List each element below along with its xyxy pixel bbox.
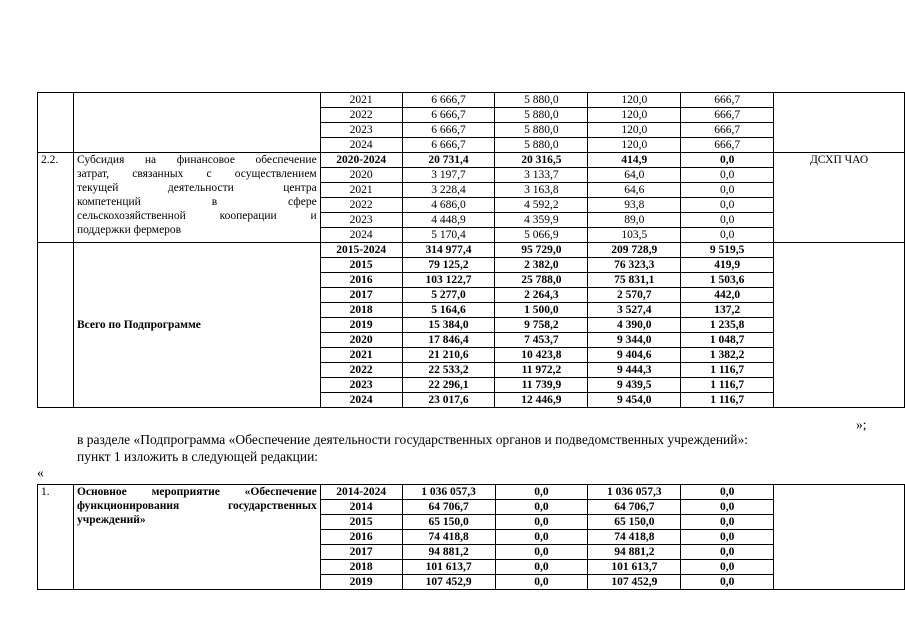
value-cell: 442,0 [681, 288, 774, 303]
value-cell: 120,0 [588, 123, 681, 138]
year-cell: 2021 [320, 183, 402, 198]
value-cell: 2 264,3 [495, 288, 588, 303]
item-name-line: затрат, связанных с осуществлением [76, 168, 317, 180]
value-cell: 9 439,5 [588, 378, 681, 393]
value-total-cell: 4 448,9 [402, 213, 495, 228]
table-row [38, 485, 905, 500]
year-cell: 2015 [320, 258, 402, 273]
table-row [38, 243, 905, 258]
value-total-cell: 6 666,7 [402, 93, 495, 108]
item-name [73, 485, 320, 590]
value-total-cell: 74 418,8 [402, 530, 495, 545]
value-cell: 120,0 [588, 108, 681, 123]
year-cell: 2021 [320, 348, 402, 363]
item-name-line: текущей деятельности центра [76, 182, 317, 194]
year-cell: 2015 [320, 515, 402, 530]
value-cell: 0,0 [495, 560, 588, 575]
value-cell: 0,0 [681, 183, 774, 198]
year-cell: 2020 [320, 333, 402, 348]
value-cell: 0,0 [681, 213, 774, 228]
value-total-cell: 17 846,4 [402, 333, 495, 348]
item-number: 2.2. [38, 153, 74, 243]
value-cell: 0,0 [681, 575, 774, 590]
total-label: Всего по Подпрограмме [73, 243, 320, 408]
year-cell: 2015-2024 [320, 243, 402, 258]
year-cell: 2017 [320, 288, 402, 303]
value-cell: 0,0 [681, 228, 774, 243]
year-cell: 2022 [320, 363, 402, 378]
value-cell: 3 133,7 [495, 168, 588, 183]
value-total-cell: 101 613,7 [402, 560, 495, 575]
value-cell: 10 423,8 [495, 348, 588, 363]
year-cell: 2018 [320, 303, 402, 318]
value-cell: 1 116,7 [681, 393, 774, 408]
value-cell: 5 880,0 [495, 93, 588, 108]
value-cell: 9 519,5 [681, 243, 774, 258]
year-cell: 2019 [320, 575, 402, 590]
item-name-line: компетенций в сфере [76, 196, 317, 208]
year-cell: 2023 [320, 123, 402, 138]
value-cell: 666,7 [681, 108, 774, 123]
value-cell: 95 729,0 [495, 243, 588, 258]
value-cell: 93,8 [588, 198, 681, 213]
executor-cell [774, 243, 905, 408]
value-cell: 0,0 [495, 485, 588, 500]
value-total-cell: 6 666,7 [402, 108, 495, 123]
value-cell: 74 418,8 [588, 530, 681, 545]
value-cell: 419,9 [681, 258, 774, 273]
item-number: 1. [38, 485, 74, 590]
value-total-cell: 3 228,4 [402, 183, 495, 198]
value-cell: 666,7 [681, 138, 774, 153]
value-total-cell: 21 210,6 [402, 348, 495, 363]
value-cell: 209 728,9 [588, 243, 681, 258]
table-row [38, 153, 905, 168]
value-total-cell: 6 666,7 [402, 123, 495, 138]
year-cell: 2020 [320, 168, 402, 183]
value-cell: 20 316,5 [495, 153, 588, 168]
value-cell: 11 972,2 [495, 363, 588, 378]
year-cell: 2016 [320, 530, 402, 545]
value-cell: 120,0 [588, 138, 681, 153]
item-name [73, 153, 320, 243]
budget-table-main-activity [37, 484, 905, 590]
executor-cell [774, 93, 905, 153]
year-cell: 2019 [320, 318, 402, 333]
value-cell: 414,9 [588, 153, 681, 168]
value-cell: 0,0 [681, 530, 774, 545]
executor-cell [774, 485, 905, 590]
budget-table-subprogram [37, 92, 905, 408]
value-total-cell: 5 277,0 [402, 288, 495, 303]
value-cell: 1 116,7 [681, 363, 774, 378]
value-cell: 5 066,9 [495, 228, 588, 243]
value-cell: 1 036 057,3 [588, 485, 681, 500]
year-cell: 2016 [320, 273, 402, 288]
value-cell: 1 382,2 [681, 348, 774, 363]
value-cell: 1 500,0 [495, 303, 588, 318]
value-cell: 666,7 [681, 93, 774, 108]
value-cell: 5 880,0 [495, 108, 588, 123]
value-cell: 1 116,7 [681, 378, 774, 393]
year-cell: 2014-2024 [320, 485, 402, 500]
value-total-cell: 4 686,0 [402, 198, 495, 213]
item-name-line: Основное мероприятие «Обеспечение [76, 486, 317, 498]
value-cell: 3 163,8 [495, 183, 588, 198]
value-cell: 0,0 [681, 560, 774, 575]
value-cell: 0,0 [681, 485, 774, 500]
item-name-line: функционирования государственных [76, 500, 317, 512]
value-cell: 0,0 [495, 575, 588, 590]
item-name-line: поддержки фермеров [76, 224, 182, 236]
year-cell: 2017 [320, 545, 402, 560]
year-cell: 2021 [320, 93, 402, 108]
value-total-cell: 107 452,9 [402, 575, 495, 590]
value-cell: 9 454,0 [588, 393, 681, 408]
value-cell: 0,0 [681, 515, 774, 530]
value-total-cell: 3 197,7 [402, 168, 495, 183]
value-cell: 0,0 [681, 168, 774, 183]
value-cell: 0,0 [681, 198, 774, 213]
value-cell: 5 880,0 [495, 123, 588, 138]
value-total-cell: 1 036 057,3 [402, 485, 495, 500]
value-total-cell: 79 125,2 [402, 258, 495, 273]
paragraph-line: в разделе «Подпрограмма «Обеспечение деятельности государственных органов и подведомственных учреждений»: [77, 432, 749, 447]
value-cell: 89,0 [588, 213, 681, 228]
value-cell: 0,0 [495, 545, 588, 560]
number-cell [38, 93, 74, 153]
value-total-cell: 22 533,2 [402, 363, 495, 378]
value-cell: 666,7 [681, 123, 774, 138]
year-cell: 2023 [320, 378, 402, 393]
value-cell: 103,5 [588, 228, 681, 243]
value-cell: 137,2 [681, 303, 774, 318]
value-total-cell: 314 977,4 [402, 243, 495, 258]
year-cell: 2024 [320, 393, 402, 408]
year-cell: 2024 [320, 228, 402, 243]
value-cell: 9 758,2 [495, 318, 588, 333]
value-cell: 2 570,7 [588, 288, 681, 303]
value-total-cell: 15 384,0 [402, 318, 495, 333]
year-cell: 2022 [320, 198, 402, 213]
value-cell: 101 613,7 [588, 560, 681, 575]
year-cell: 2014 [320, 500, 402, 515]
value-cell: 5 880,0 [495, 138, 588, 153]
value-total-cell: 23 017,6 [402, 393, 495, 408]
item-name-line: сельскохозяйственной кооперации и [76, 210, 317, 222]
value-cell: 7 453,7 [495, 333, 588, 348]
value-total-cell: 65 150,0 [402, 515, 495, 530]
value-cell: 3 527,4 [588, 303, 681, 318]
year-cell: 2023 [320, 213, 402, 228]
value-total-cell: 64 706,7 [402, 500, 495, 515]
value-cell: 0,0 [681, 545, 774, 560]
closing-quote: »; [856, 417, 867, 432]
value-cell: 65 150,0 [588, 515, 681, 530]
year-cell: 2018 [320, 560, 402, 575]
value-cell: 64 706,7 [588, 500, 681, 515]
year-cell: 2022 [320, 108, 402, 123]
value-cell: 2 382,0 [495, 258, 588, 273]
value-total-cell: 22 296,1 [402, 378, 495, 393]
value-total-cell: 5 170,4 [402, 228, 495, 243]
value-cell: 11 739,9 [495, 378, 588, 393]
item-name-line: учреждений» [76, 514, 146, 526]
item-name-line: Субсидия на финансовое обеспечение [76, 154, 317, 166]
value-cell: 4 359,9 [495, 213, 588, 228]
value-cell: 4 592,2 [495, 198, 588, 213]
value-cell: 25 788,0 [495, 273, 588, 288]
value-cell: 9 404,6 [588, 348, 681, 363]
year-cell: 2020-2024 [320, 153, 402, 168]
opening-quote: « [37, 465, 44, 480]
value-cell: 1 503,6 [681, 273, 774, 288]
value-cell: 0,0 [495, 515, 588, 530]
value-cell: 4 390,0 [588, 318, 681, 333]
value-cell: 1 048,7 [681, 333, 774, 348]
table-row [38, 93, 905, 108]
value-total-cell: 20 731,4 [402, 153, 495, 168]
value-total-cell: 94 881,2 [402, 545, 495, 560]
value-cell: 1 235,8 [681, 318, 774, 333]
value-cell: 94 881,2 [588, 545, 681, 560]
value-total-cell: 103 122,7 [402, 273, 495, 288]
paragraph-line: пункт 1 изложить в следующей редакции: [77, 449, 319, 464]
value-cell: 120,0 [588, 93, 681, 108]
name-cell [73, 93, 320, 153]
value-cell: 0,0 [681, 500, 774, 515]
value-total-cell: 6 666,7 [402, 138, 495, 153]
value-cell: 0,0 [495, 530, 588, 545]
value-cell: 0,0 [495, 500, 588, 515]
executor-cell: ДСХП ЧАО [774, 153, 905, 243]
year-cell: 2024 [320, 138, 402, 153]
value-cell: 9 444,3 [588, 363, 681, 378]
value-cell: 76 323,3 [588, 258, 681, 273]
value-cell: 64,0 [588, 168, 681, 183]
value-cell: 64,6 [588, 183, 681, 198]
value-cell: 107 452,9 [588, 575, 681, 590]
value-total-cell: 5 164,6 [402, 303, 495, 318]
value-cell: 75 831,1 [588, 273, 681, 288]
number-cell [38, 243, 74, 408]
value-cell: 12 446,9 [495, 393, 588, 408]
value-cell: 0,0 [681, 153, 774, 168]
value-cell: 9 344,0 [588, 333, 681, 348]
